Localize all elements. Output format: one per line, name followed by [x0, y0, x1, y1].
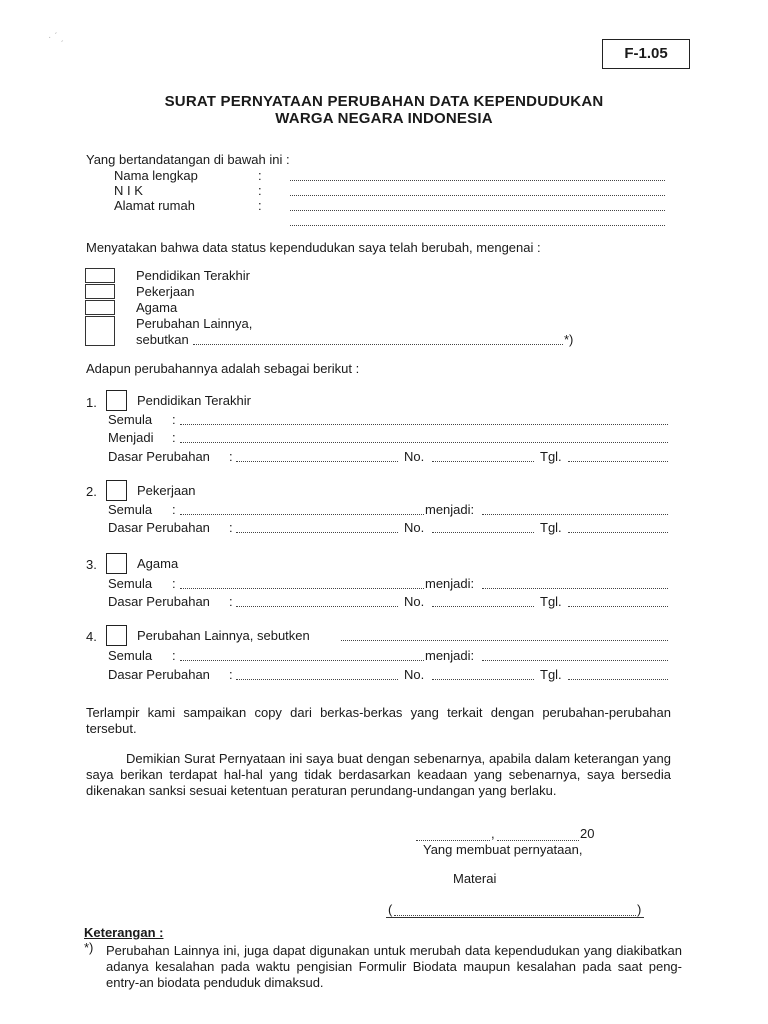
- s3-semula-field[interactable]: [180, 578, 424, 589]
- s4-semula-label: Semula: [108, 648, 153, 663]
- s1-semula-label: Semula: [108, 412, 153, 427]
- s1-dasar-field[interactable]: [236, 451, 398, 462]
- signature-close-paren: ): [637, 902, 642, 917]
- s1-menjadi-field[interactable]: [180, 432, 668, 443]
- footnote-mark: *): [564, 332, 574, 347]
- checkbox-agama[interactable]: [85, 300, 115, 315]
- s2-semula-field[interactable]: [180, 504, 424, 515]
- nik-label: N I K: [114, 183, 143, 198]
- s4-semula-colon: :: [172, 648, 176, 663]
- s1-dasar-colon: :: [229, 449, 233, 464]
- s2-semula-colon: :: [172, 502, 176, 517]
- s4-semula-field[interactable]: [180, 650, 424, 661]
- s2-dasar-label: Dasar Perubahan: [108, 520, 210, 535]
- place-field[interactable]: [416, 830, 490, 841]
- s2-no-field[interactable]: [432, 522, 534, 533]
- s1-tgl-label: Tgl.: [540, 449, 562, 464]
- s4-menjadi-label: menjadi:: [425, 648, 475, 663]
- section-1-checkbox[interactable]: [106, 390, 127, 411]
- address-field-2[interactable]: [290, 215, 665, 226]
- intro-text: Yang bertandatangan di bawah ini :: [86, 152, 290, 167]
- s2-tgl-label: Tgl.: [540, 520, 562, 535]
- signer-label: Yang membuat pernyataan,: [423, 842, 583, 857]
- section-1-title: Pendidikan Terakhir: [137, 393, 251, 408]
- name-colon: :: [258, 168, 262, 183]
- check-item-lainnya: Perubahan Lainnya,: [136, 316, 253, 331]
- s4-dasar-field[interactable]: [236, 669, 398, 680]
- nik-colon: :: [258, 183, 262, 198]
- s4-tgl-label: Tgl.: [540, 667, 562, 682]
- title-line-2: WARGA NEGARA INDONESIA: [275, 110, 493, 127]
- s2-tgl-field[interactable]: [568, 522, 668, 533]
- s1-no-label: No.: [404, 449, 425, 464]
- notes-text: Perubahan Lainnya ini, juga dapat digunakan untuk merubah data kependudukan yang diakibatkan adanya kesalahan pada waktu pengisian Formulir Biodata maupun kesalahan pada saat peng-entry-an biodata penduduk dimaksud.: [106, 943, 682, 990]
- s3-no-field[interactable]: [432, 596, 534, 607]
- s3-dasar-label: Dasar Perubahan: [108, 594, 210, 609]
- s2-dasar-field[interactable]: [236, 522, 398, 533]
- s4-menjadi-field[interactable]: [482, 650, 668, 661]
- s4-no-field[interactable]: [432, 669, 534, 680]
- s3-tgl-label: Tgl.: [540, 594, 562, 609]
- date-field[interactable]: [497, 830, 579, 841]
- attachment-paragraph: Terlampir kami sampaikan copy dari berkas-berkas yang terkait dengan perubahan-perubahan tersebut.: [86, 705, 671, 736]
- signature-name-field[interactable]: [394, 905, 636, 916]
- s3-semula-colon: :: [172, 576, 176, 591]
- s1-semula-field[interactable]: [180, 414, 668, 425]
- s3-dasar-field[interactable]: [236, 596, 398, 607]
- s3-menjadi-label: menjadi:: [425, 576, 475, 591]
- signature-underline: [386, 917, 644, 918]
- section-2-checkbox[interactable]: [106, 480, 127, 501]
- s3-no-label: No.: [404, 594, 425, 609]
- checkbox-pekerjaan[interactable]: [85, 284, 115, 299]
- s1-tgl-field[interactable]: [568, 451, 668, 462]
- s3-menjadi-field[interactable]: [482, 578, 668, 589]
- section-4-title: Perubahan Lainnya, sebutken: [137, 628, 310, 643]
- section-4-number: 4.: [86, 629, 97, 644]
- statement-text: Menyatakan bahwa data status kependudukan saya telah berubah, mengenai :: [86, 240, 541, 255]
- form-code: F-1.05: [602, 39, 690, 69]
- s1-menjadi-label: Menjadi: [108, 430, 154, 445]
- notes-heading: Keterangan :: [84, 925, 164, 940]
- address-field-1[interactable]: [290, 200, 665, 211]
- nik-field[interactable]: [290, 185, 665, 196]
- signature-open-paren: (: [388, 902, 393, 917]
- s3-tgl-field[interactable]: [568, 596, 668, 607]
- s2-dasar-colon: :: [229, 520, 233, 535]
- s2-menjadi-field[interactable]: [482, 504, 668, 515]
- checkbox-lainnya[interactable]: [85, 316, 115, 346]
- s1-semula-colon: :: [172, 412, 176, 427]
- section-2-title: Pekerjaan: [137, 483, 196, 498]
- section-2-number: 2.: [86, 484, 97, 499]
- section-3-number: 3.: [86, 557, 97, 572]
- s2-semula-label: Semula: [108, 502, 153, 517]
- check-item-pekerjaan: Pekerjaan: [136, 284, 195, 299]
- sebutkan-label: sebutkan: [136, 332, 189, 347]
- address-colon: :: [258, 198, 262, 213]
- check-item-agama: Agama: [136, 300, 178, 315]
- scan-mark: · ˊ ˏ: [48, 32, 64, 43]
- section-1-number: 1.: [86, 395, 97, 410]
- section-3-title: Agama: [137, 556, 179, 571]
- s4-dasar-label: Dasar Perubahan: [108, 667, 210, 682]
- notes-mark: *): [84, 940, 94, 955]
- stamp-label: Materai: [453, 871, 497, 886]
- closing-paragraph: Demikian Surat Pernyataan ini saya buat dengan sebenarnya, apabila dalam keterangan yang saya berikan terdapat hal-hal yang tidak berdasarkan keadaan yang sebenarnya, saya bersedia dikenakan sanksi sesuai ketentuan peraturan perundang-undangan yang berlaku.: [86, 751, 671, 798]
- s2-no-label: No.: [404, 520, 425, 535]
- sebutkan-field[interactable]: [193, 334, 563, 345]
- s1-menjadi-colon: :: [172, 430, 176, 445]
- s4-dasar-colon: :: [229, 667, 233, 682]
- s4-sebutkan-field[interactable]: [341, 630, 668, 641]
- s4-no-label: No.: [404, 667, 425, 682]
- s1-no-field[interactable]: [432, 451, 534, 462]
- check-item-pendidikan: Pendidikan Terakhir: [136, 268, 250, 283]
- s4-tgl-field[interactable]: [568, 669, 668, 680]
- s3-dasar-colon: :: [229, 594, 233, 609]
- checkbox-pendidikan[interactable]: [85, 268, 115, 283]
- s1-dasar-label: Dasar Perubahan: [108, 449, 210, 464]
- name-field[interactable]: [290, 170, 665, 181]
- s2-menjadi-label: menjadi:: [425, 502, 475, 517]
- name-label: Nama lengkap: [114, 168, 198, 183]
- title-line-1: SURAT PERNYATAAN PERUBAHAN DATA KEPENDUDUKAN: [164, 93, 604, 110]
- address-label: Alamat rumah: [114, 198, 195, 213]
- section-3-checkbox[interactable]: [106, 553, 127, 574]
- s3-semula-label: Semula: [108, 576, 153, 591]
- changes-intro: Adapun perubahannya adalah sebagai berikut :: [86, 361, 360, 376]
- section-4-checkbox[interactable]: [106, 625, 127, 646]
- date-comma: ,: [491, 826, 495, 841]
- year-suffix: 20: [580, 826, 595, 841]
